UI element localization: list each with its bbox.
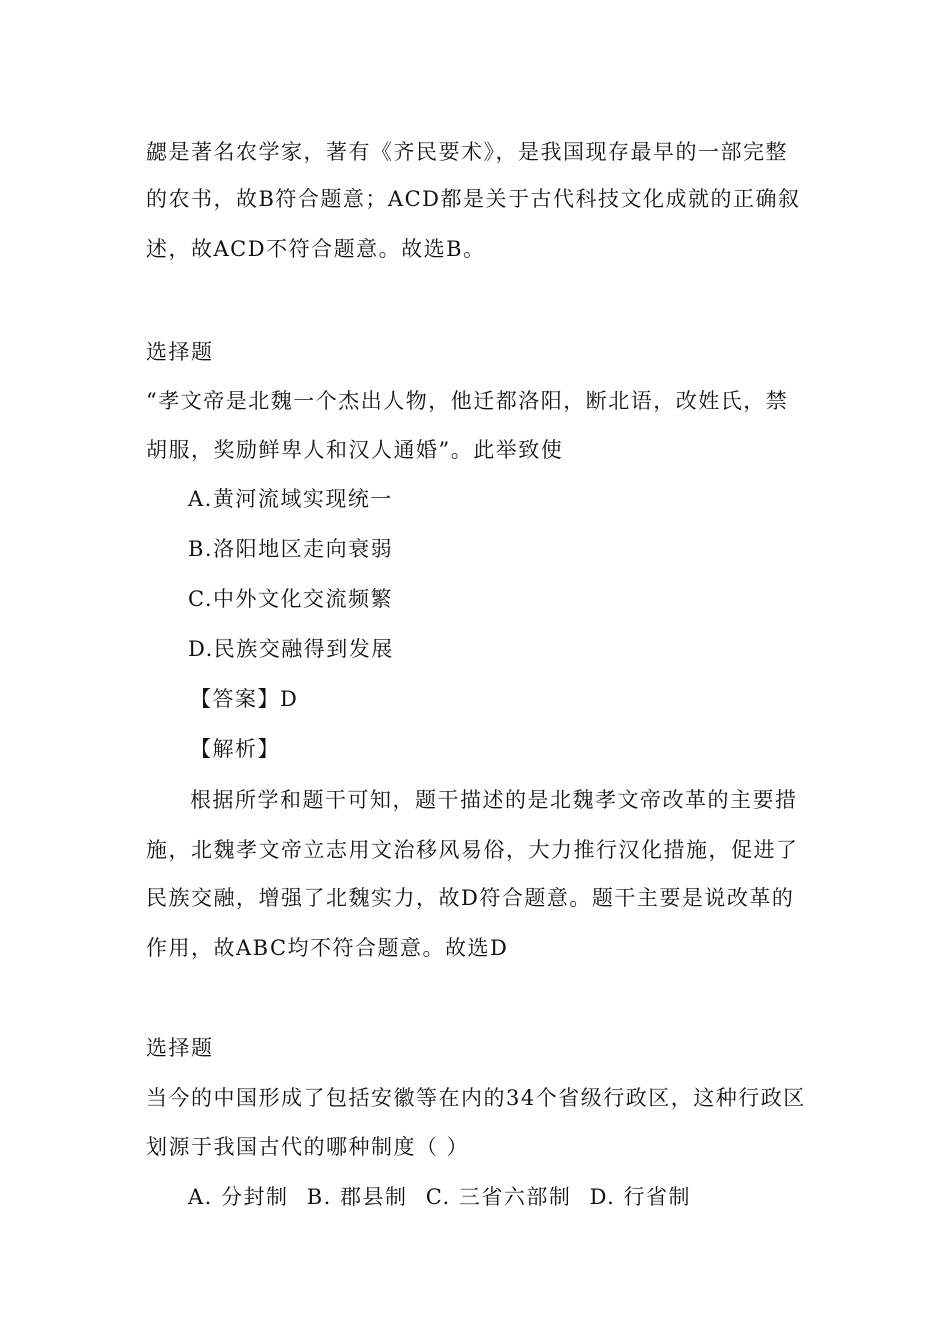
option-c: C. 三省六部制 (425, 1185, 572, 1209)
question-type-label: 选择题 (146, 1036, 214, 1060)
analysis-label: 【解析】 (190, 737, 280, 761)
analysis-line: 作用，故ABC均不符合题意。故选D (146, 936, 509, 960)
question-stem-line: 划源于我国古代的哪种制度（ ） (146, 1135, 470, 1159)
analysis-line: 根据所学和题干可知，题干描述的是北魏孝文帝改革的主要措 (190, 788, 798, 812)
paragraph-line: 勰是著名农学家，著有《齐民要术》，是我国现存最早的一部完整 (146, 140, 788, 164)
question-type-label: 选择题 (146, 340, 214, 364)
paragraph-line: 述，故ACD不符合题意。故选B。 (146, 237, 486, 261)
question-stem-line: “孝文帝是北魏一个杰出人物，他迁都洛阳，断北语，改姓氏，禁 (146, 389, 789, 413)
option-row (188, 1183, 701, 1211)
analysis-line: 施，北魏孝文帝立志用文治移风易俗，大力推行汉化措施，促进了 (146, 838, 799, 862)
paragraph-line: 的农书，故B符合题意；ACD都是关于古代科技文化成就的正确叙 (146, 187, 801, 211)
analysis-line: 民族交融，增强了北魏实力，故D符合题意。题干主要是说改革的 (146, 886, 795, 910)
option-b: B. 郡县制 (306, 1185, 408, 1209)
option-a: A. 分封制 (188, 1185, 289, 1209)
option-a: A.黄河流域实现统一 (188, 487, 393, 511)
option-b: B.洛阳地区走向衰弱 (188, 537, 394, 561)
answer-label: 【答案】D (190, 687, 299, 711)
option-d: D. 行省制 (589, 1185, 692, 1209)
question-stem-line: 当今的中国形成了包括安徽等在内的34个省级行政区，这种行政区 (146, 1086, 806, 1110)
option-d: D.民族交融得到发展 (188, 637, 394, 661)
option-c: C.中外文化交流频繁 (188, 587, 393, 611)
question-stem-line: 胡服，奖励鲜卑人和汉人通婚”。此举致使 (146, 438, 564, 462)
